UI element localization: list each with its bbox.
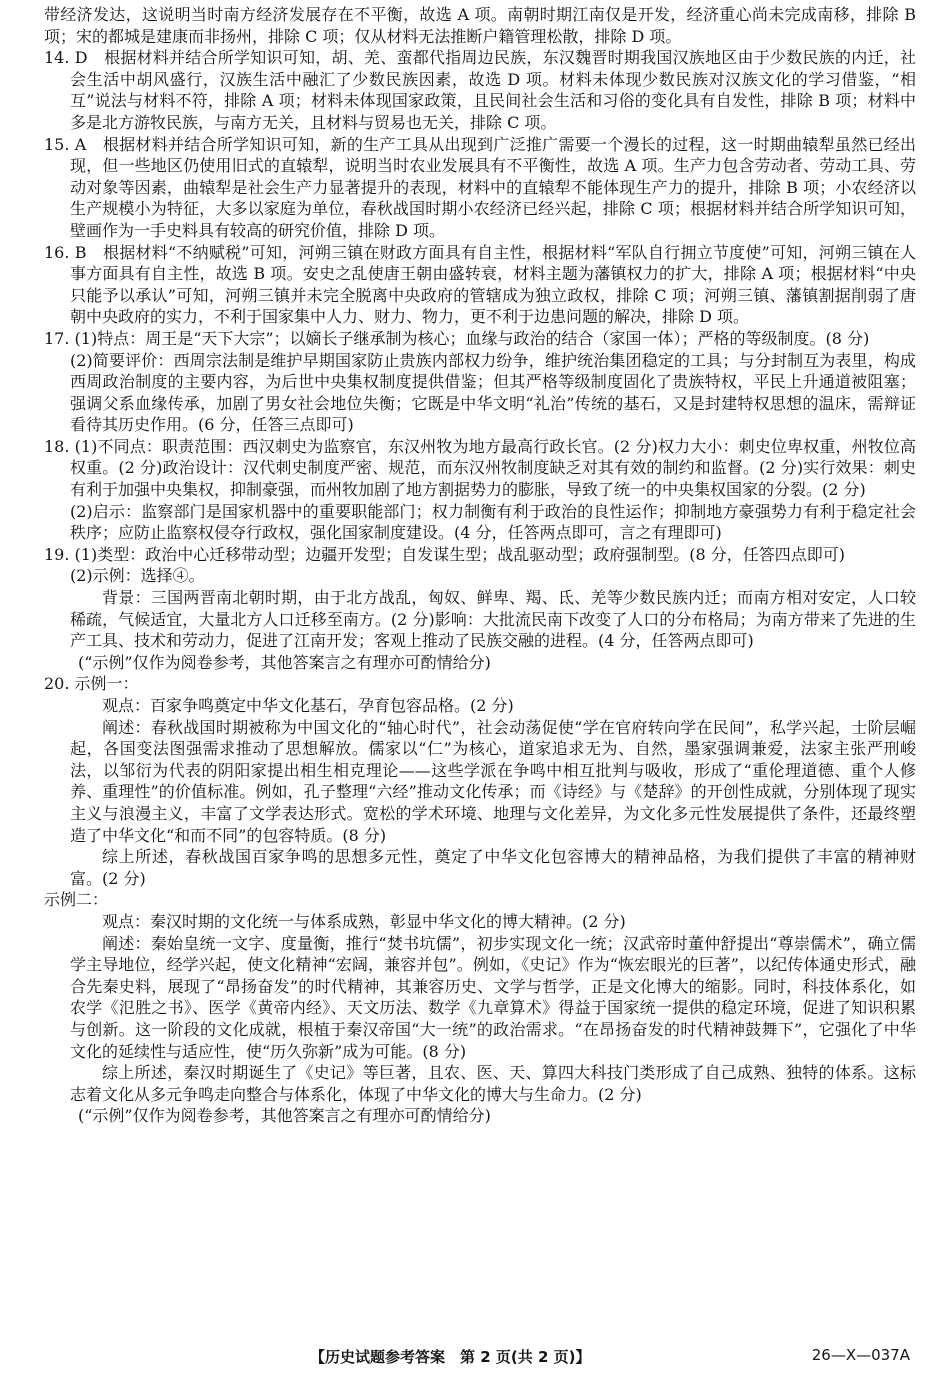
answer-19-part1: 19. (1)类型：政治中心迁移带动型；边疆开发型；自发谋生型；战乱驱动型；政府强制型。(8 分，任答四点即可) [44, 544, 845, 564]
answer-20-example1-label: 20. 示例一： [44, 674, 139, 694]
answer-20-example1-summary: 综上所述，春秋战国百家争鸣的思想多元性，奠定了中华文化包容博大的精神品格，为我们提供了丰富的精神财富。(2 分) [70, 847, 916, 888]
answer-19-background: 背景：三国两晋南北朝时期，由于北方战乱，匈奴、鲜卑、羯、氐、羌等少数民族内迁；而南方相对安定，人口较稀疏，气候适宜，大量北方人口迁移至南方。(2 分)影响：大批流民南下改变了人口的分布格局；为南方带来了先进的生产工具、技术和劳动力，促进了江南开发；客观上推动了民族交融的进程。(4 分，任答两点即可) [70, 588, 916, 651]
answer-20-note: (“示例”仅作为阅卷参考，其他答案言之有理亦可酌情给分) [78, 1106, 491, 1126]
answer-15: 15. A 根据材料并结合所学知识可知，新的生产工具从出现到广泛推广需要一个漫长的过程，这一时期曲辕犁虽然已经出现，但一些地区仍使用旧式的直辕犁，说明当时农业发展具有不平衡性，故选 A 项。生产力包含劳动者、劳动工具、劳动对象等因素，曲辕犁是社会生产力显著提升的表现，材料中的直辕犁不能体现生产力的提升，排除 B 项；小农经济以生产规模小为特征，大多以家庭为单位，春秋战国时期小农经济已经兴起，排除 C 项；根据材料并结合所学知识可知，壁画作为一手史料具有较高的研究价值，排除 D 项。 [44, 134, 916, 240]
answer-17-part2: (2)简要评价：西周宗法制是维护早期国家防止贵族内部权力纷争，维护统治集团稳定的工具；与分封制互为表里，构成西周政治制度的主要内容，为后世中央集权制度提供借鉴；但其严格等级制度固化了贵族特权，平民上升通道被阻塞；强调父系血缘传承，加剧了男女社会地位失衡；它既是中华文明“礼治”传统的基石，又是封建特权思想的温床，需辩证看待其历史作用。(6 分，任答三点即可) [70, 350, 916, 435]
page-footer [0, 1346, 950, 1370]
answer-20-example2-body: 阐述：秦始皇统一文字、度量衡，推行“焚书坑儒”，初步实现文化一统；汉武帝时董仲舒提出“尊崇儒术”，确立儒学主导地位，经学兴起，使文化精神“宏阔，兼容并包”。例如，《史记》作为“恢宏眼光的巨著”，以纪传体通史形式，融合先秦史料，展现了“昂扬奋发”的时代精神，其兼容历史、文学与哲学，正是文化博大的缩影。同时，科技体系化，如农学《氾胜之书》、医学《黄帝内经》、天文历法、数学《九章算术》得益于国家统一提供的稳定环境，促进了知识积累与创新。这一阶段的文化成就，根植于秦汉帝国“大一统”的政治需求。“在昂扬奋发的时代精神鼓舞下”，它强化了中华文化的延续性与适应性，使“历久弥新”成为可能。(8 分) [70, 933, 916, 1061]
answer-20-example2-label: 示例二： [44, 890, 109, 910]
intro-paragraph: 带经济发达，这说明当时南方经济发展存在不平衡，故选 A 项。南朝时期江南仅是开发，经济重心尚未完成南移，排除 B 项；宋的都城是建康而非扬州，排除 C 项；仅从材料无法推断户籍管理松散，排除 D 项。 [44, 5, 916, 46]
answer-16: 16. B 根据材料“不纳赋税”可知，河朔三镇在财政方面具有自主性，根据材料“军队自行拥立节度使”可知，河朔三镇在人事方面具有自主性，故选 B 项。安史之乱使唐王朝由盛转衰，材料主题为藩镇权力的扩大，排除 A 项；根据材料“中央只能予以承认”可知，河朔三镇并未完全脱离中央政府的管辖成为独立政权，排除 C 项；河朔三镇、藩镇割据削弱了唐朝中央政府的实力，不利于国家集中人力、财力、物力，更不利于边患问题的解决，排除 D 项。 [44, 242, 916, 327]
answer-20-example1-view: 观点：百家争鸣奠定中华文化基石，孕育包容品格。(2 分) [102, 696, 514, 715]
answer-18-part1: 18. (1)不同点：职责范围：西汉刺史为监察官，东汉州牧为地方最高行政长官。(2 分)权力大小：刺史位卑权重，州牧位高权重。(2 分)政治设计：汉代刺史制度严密、规范，而东汉州牧制度缺乏对其有效的制约和监督。(2 分)实行效果：刺史有利于加强中央集权，抑制豪强，而州牧加剧了地方割据势力的膨胀，导致了统一的中央集权国家的分裂。(2 分) [44, 436, 916, 500]
answer-page [44, 4, 916, 1127]
answer-19-part2: (2)示例：选择④。 [70, 566, 205, 586]
footer-title: 【历史试题参考答案 第 2 页(共 2 页)】 [310, 1348, 591, 1366]
answer-20-example1-body: 阐述：春秋战国时期被称为中国文化的“轴心时代”，社会动荡促使“学在官府转向学在民间”，私学兴起，士阶层崛起，各国变法图强需求推动了思想解放。儒家以“仁”为核心，道家追求无为、自然，墨家强调兼爱，法家主张严刑峻法，以邹衍为代表的阴阳家提出相生相克理论——这些学派在争鸣中相互批判与吸收，形成了“重伦理道德、重个人修养、重理性”的价值标准。例如，孔子整理“六经”推动文化传承；而《诗经》与《楚辞》的开创性成就，分别体现了现实主义与浪漫主义，丰富了文学表达形式。宽松的学术环境、地理与文化差异，为文化多元性发展提供了条件，还最终塑造了中华文化“和而不同”的包容特质。(8 分) [70, 717, 916, 845]
answer-20-example2-summary: 综上所述，秦汉时期诞生了《史记》等巨著，且农、医、天、算四大科技门类形成了自己成熟、独特的体系。这标志着文化从多元争鸣走向整合与体系化，体现了中华文化的博大与生命力。(2 分) [70, 1063, 916, 1104]
answer-14: 14. D 根据材料并结合所学知识可知，胡、羌、蛮都代指周边民族，东汉魏晋时期我国汉族地区由于少数民族的内迁，社会生活中胡风盛行，汉族生活中融汇了少数民族因素，故选 D 项。材料未体现少数民族对汉族文化的学习借鉴，“相互”说法与材料不符，排除 A 项；材料未体现国家政策，且民间社会生活和习俗的变化具有自发性，排除 B 项；材料中多是北方游牧民族，与南方无关，且材料与贸易也无关，排除 C 项。 [44, 48, 916, 132]
answer-17-part1: 17. (1)特点：周王是“天下大宗”；以嫡长子继承制为核心；血缘与政治的结合（家国一体）；严格的等级制度。(8 分) [44, 328, 870, 348]
answer-19-note: (“示例”仅作为阅卷参考，其他答案言之有理亦可酌情给分) [78, 652, 491, 672]
footer-code: 26—X—037A [811, 1346, 910, 1364]
answer-18-part2: (2)启示：监察部门是国家机器中的重要职能部门；权力制衡有利于政治的良性运作；抑制地方豪强势力有利于稳定社会秩序；应防止监察权侵夺行政权，强化国家制度建设。(4 分，任答两点即可，言之有理即可) [70, 501, 916, 543]
answer-20-example2-view: 观点：秦汉时期的文化统一与体系成熟，彰显中华文化的博大精神。(2 分) [102, 911, 626, 931]
